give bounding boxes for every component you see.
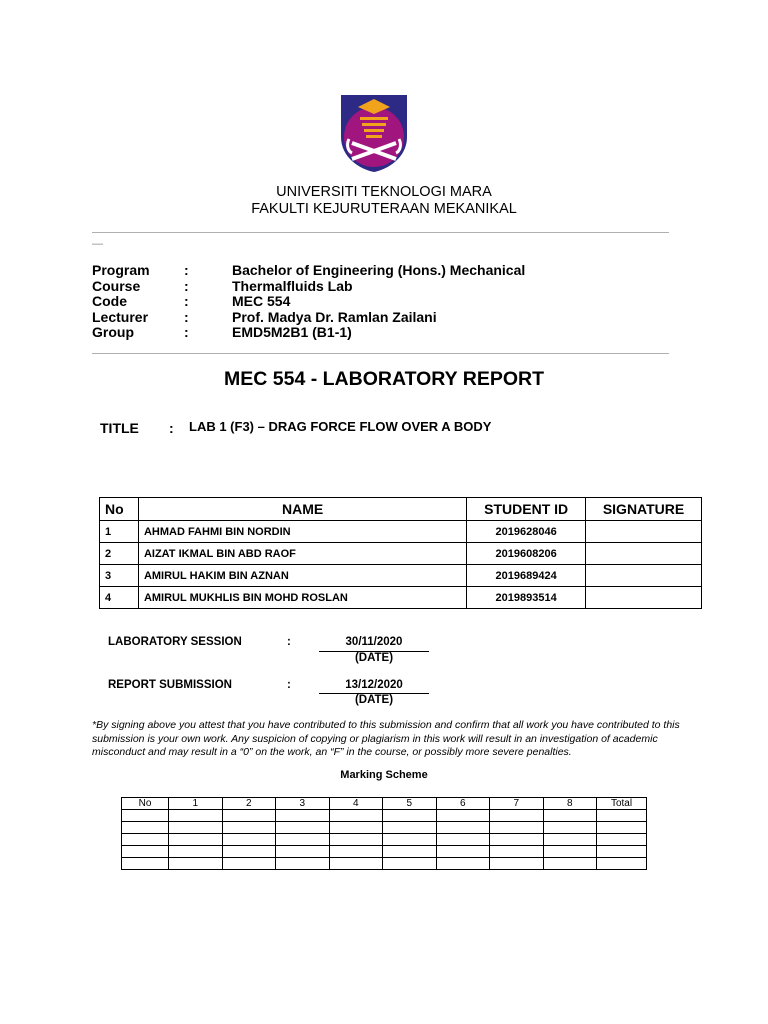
table-row [122, 858, 647, 870]
title-colon: : [169, 420, 174, 436]
marking-cell[interactable] [543, 822, 597, 834]
marking-header-6: 6 [436, 798, 490, 810]
dash-mark: — [92, 238, 104, 250]
marking-cell[interactable] [169, 822, 223, 834]
table-row [100, 565, 702, 587]
marking-cell[interactable] [329, 810, 383, 822]
members-table [99, 497, 702, 609]
table-row [100, 587, 702, 609]
member-signature[interactable] [586, 587, 702, 609]
marking-cell[interactable] [122, 858, 169, 870]
table-row [122, 810, 647, 822]
marking-cell[interactable] [436, 846, 490, 858]
marking-header-row [122, 798, 647, 810]
marking-cell[interactable] [222, 834, 276, 846]
marking-cell[interactable] [329, 822, 383, 834]
marking-cell[interactable] [222, 822, 276, 834]
member-no: 2 [100, 543, 139, 565]
marking-cell[interactable] [276, 810, 330, 822]
report-submission-date-hint: (DATE) [354, 694, 394, 706]
report-submission-label: REPORT SUBMISSION [108, 679, 232, 691]
member-no: 1 [100, 521, 139, 543]
marking-cell[interactable] [597, 822, 647, 834]
marking-cell[interactable] [276, 858, 330, 870]
member-name: AMIRUL MUKHLIS BIN MOHD ROSLAN [138, 587, 466, 609]
title-value: LAB 1 (F3) – DRAG FORCE FLOW OVER A BODY [189, 419, 492, 434]
header-signature: SIGNATURE [586, 498, 702, 521]
marking-cell[interactable] [122, 810, 169, 822]
marking-cell[interactable] [329, 834, 383, 846]
info-colon: : [184, 262, 189, 278]
member-signature[interactable] [586, 565, 702, 587]
marking-header-3: 3 [276, 798, 330, 810]
divider-top [92, 232, 669, 233]
marking-cell[interactable] [383, 846, 437, 858]
member-signature[interactable] [586, 521, 702, 543]
member-no: 3 [100, 565, 139, 587]
marking-cell[interactable] [276, 834, 330, 846]
info-colon: : [184, 278, 189, 294]
marking-cell[interactable] [329, 858, 383, 870]
report-title: MEC 554 - LABORATORY REPORT [224, 368, 544, 390]
info-key-code: Code [92, 293, 127, 309]
marking-cell[interactable] [597, 846, 647, 858]
info-colon: : [184, 324, 189, 340]
marking-cell[interactable] [122, 822, 169, 834]
marking-header-1: 1 [169, 798, 223, 810]
marking-cell[interactable] [329, 846, 383, 858]
marking-body [122, 810, 647, 870]
marking-cell[interactable] [543, 810, 597, 822]
member-signature[interactable] [586, 543, 702, 565]
info-value-program: Bachelor of Engineering (Hons.) Mechanical [232, 262, 526, 278]
uitm-logo [339, 93, 409, 173]
marking-cell[interactable] [490, 834, 544, 846]
info-value-course: Thermalfluids Lab [232, 278, 353, 294]
lab-session-label: LABORATORY SESSION [108, 636, 242, 648]
disclaimer-text: *By signing above you attest that you have contributed to this submission and confirm that all work you have contributed to this submission is your own work. Any suspicion of copying or plagiarism in this work will result in an investigation of academic misconduct and may result in a “0” on the work, an “F” in the course, or possibly more severe penalties. [92, 719, 680, 758]
marking-cell[interactable] [597, 858, 647, 870]
marking-cell[interactable] [169, 846, 223, 858]
marking-cell[interactable] [222, 846, 276, 858]
marking-header-5: 5 [383, 798, 437, 810]
marking-cell[interactable] [543, 858, 597, 870]
marking-cell[interactable] [122, 834, 169, 846]
table-row [122, 822, 647, 834]
marking-cell[interactable] [543, 846, 597, 858]
marking-cell[interactable] [490, 846, 544, 858]
marking-header-no: No [122, 798, 169, 810]
member-name: AMIRUL HAKIM BIN AZNAN [138, 565, 466, 587]
marking-cell[interactable] [436, 834, 490, 846]
info-key-course: Course [92, 278, 141, 294]
marking-cell[interactable] [490, 810, 544, 822]
marking-cell[interactable] [543, 834, 597, 846]
member-name: AIZAT IKMAL BIN ABD RAOF [138, 543, 466, 565]
marking-cell[interactable] [222, 810, 276, 822]
marking-cell[interactable] [436, 822, 490, 834]
marking-cell[interactable] [490, 858, 544, 870]
member-no: 4 [100, 587, 139, 609]
lab-session-date-hint: (DATE) [354, 652, 394, 664]
marking-header-total: Total [597, 798, 647, 810]
report-submission-date: 13/12/2020 [345, 679, 403, 691]
divider-bottom [92, 353, 669, 354]
info-colon: : [184, 293, 189, 309]
header-name: NAME [138, 498, 466, 521]
table-row [100, 543, 702, 565]
info-value-code: MEC 554 [232, 293, 291, 309]
members-header-row [100, 498, 702, 521]
marking-cell[interactable] [383, 834, 437, 846]
table-row [122, 846, 647, 858]
title-label: TITLE [100, 420, 139, 436]
marking-cell[interactable] [436, 858, 490, 870]
member-student-id: 2019608206 [467, 543, 586, 565]
marking-cell[interactable] [276, 846, 330, 858]
table-row [122, 834, 647, 846]
marking-header-2: 2 [222, 798, 276, 810]
member-student-id: 2019893514 [467, 587, 586, 609]
marking-cell[interactable] [383, 858, 437, 870]
info-colon: : [184, 309, 189, 325]
info-value-lecturer: Prof. Madya Dr. Ramlan Zailani [232, 309, 437, 325]
marking-cell[interactable] [169, 858, 223, 870]
marking-cell[interactable] [276, 822, 330, 834]
marking-cell[interactable] [597, 810, 647, 822]
info-value-group: EMD5M2B1 (B1-1) [232, 324, 352, 340]
marking-cell[interactable] [222, 858, 276, 870]
info-key-group: Group [92, 324, 134, 340]
marking-cell[interactable] [169, 810, 223, 822]
lab-session-colon: : [287, 636, 291, 648]
info-key-program: Program [92, 262, 150, 278]
lab-session-date: 30/11/2020 [345, 636, 403, 648]
marking-cell[interactable] [597, 834, 647, 846]
marking-cell[interactable] [169, 834, 223, 846]
marking-scheme-table [121, 797, 647, 870]
report-submission-colon: : [287, 679, 291, 691]
member-name: AHMAD FAHMI BIN NORDIN [138, 521, 466, 543]
marking-cell[interactable] [490, 822, 544, 834]
table-row [100, 521, 702, 543]
marking-scheme-title: Marking Scheme [340, 769, 428, 781]
info-key-lecturer: Lecturer [92, 309, 149, 325]
marking-header-8: 8 [543, 798, 597, 810]
header-student-id: STUDENT ID [467, 498, 586, 521]
university-name: UNIVERSITI TEKNOLOGI MARA [276, 184, 492, 200]
marking-cell[interactable] [436, 810, 490, 822]
marking-cell[interactable] [383, 822, 437, 834]
marking-cell[interactable] [122, 846, 169, 858]
marking-header-7: 7 [490, 798, 544, 810]
marking-header-4: 4 [329, 798, 383, 810]
marking-cell[interactable] [383, 810, 437, 822]
member-student-id: 2019689424 [467, 565, 586, 587]
faculty-name: FAKULTI KEJURUTERAAN MEKANIKAL [251, 201, 517, 217]
header-no: No [100, 498, 139, 521]
member-student-id: 2019628046 [467, 521, 586, 543]
